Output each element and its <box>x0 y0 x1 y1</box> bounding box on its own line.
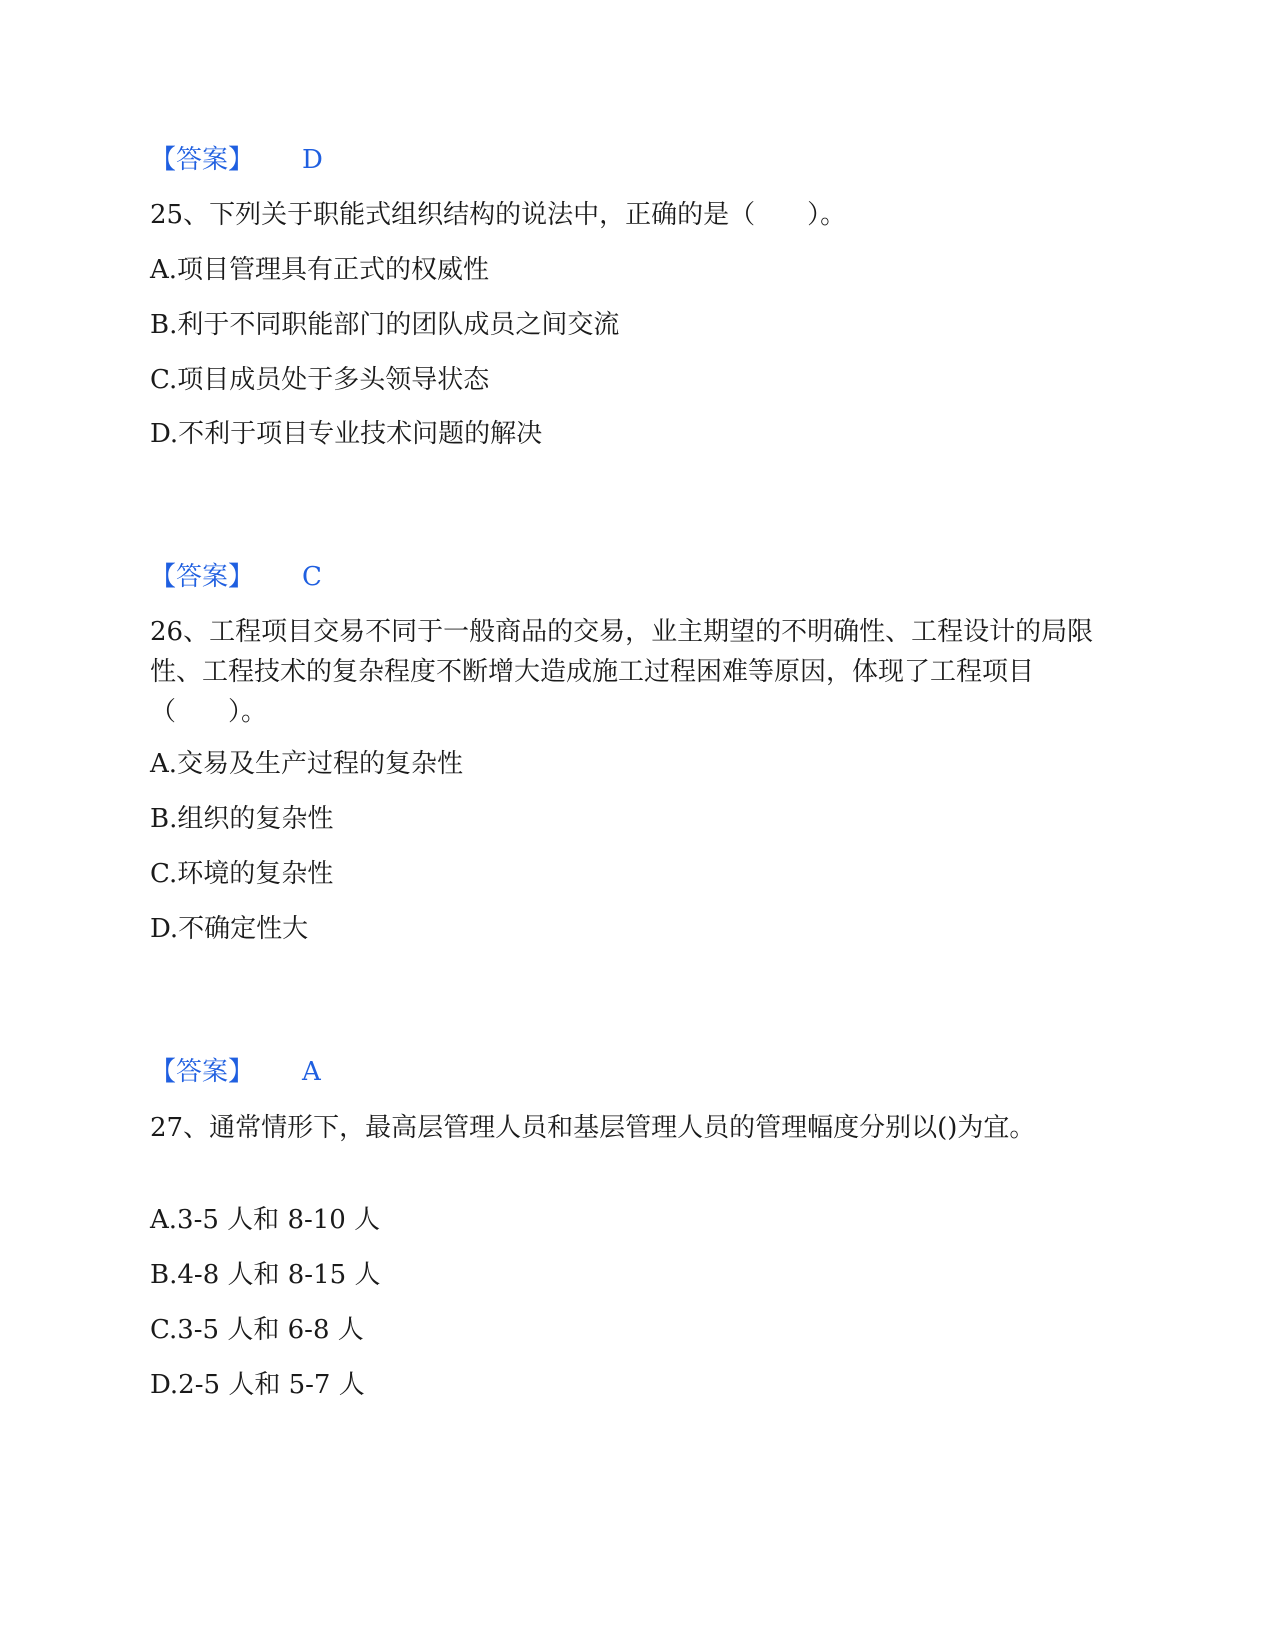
option-d: D.不确定性大 <box>150 914 309 944</box>
answer-label: 【答案】 <box>150 562 255 592</box>
option-c: C.环境的复杂性 <box>150 859 334 889</box>
option-a: A.交易及生产过程的复杂性 <box>150 749 464 779</box>
answer-value: C <box>302 562 322 592</box>
answer-value: D <box>302 145 323 175</box>
answer-label: 【答案】 <box>150 1057 255 1087</box>
option-c: C.项目成员处于多头领导状态 <box>150 365 490 395</box>
option-a: A.项目管理具有正式的权威性 <box>150 255 490 285</box>
option-a: A.3-5 人和 8-10 人 <box>150 1205 381 1235</box>
option-b: B.组织的复杂性 <box>150 804 334 834</box>
option-d: D.2-5 人和 5-7 人 <box>150 1370 365 1400</box>
answer-line <box>150 1053 1110 1091</box>
answer-label: 【答案】 <box>150 145 255 175</box>
question-text: 25、下列关于职能式组织结构的说法中，正确的是（ ）。 <box>150 200 847 230</box>
option-b: B.利于不同职能部门的团队成员之间交流 <box>150 310 620 340</box>
question-text: 27、通常情形下，最高层管理人员和基层管理人员的管理幅度分别以()为宜。 <box>150 1113 1036 1143</box>
question-text: 26、工程项目交易不同于一般商品的交易，业主期望的不明确性、工程设计的局限性、工程技术的复杂程度不断增大造成施工过程困难等原因，体现了工程项目（ ）。 <box>150 617 1094 727</box>
option-d: D.不利于项目专业技术问题的解决 <box>150 419 543 449</box>
option-b: B.4-8 人和 8-15 人 <box>150 1260 381 1290</box>
answer-line <box>150 558 1110 596</box>
option-c: C.3-5 人和 6-8 人 <box>150 1315 364 1345</box>
answer-value: A <box>302 1057 321 1087</box>
answer-line <box>150 141 1110 179</box>
